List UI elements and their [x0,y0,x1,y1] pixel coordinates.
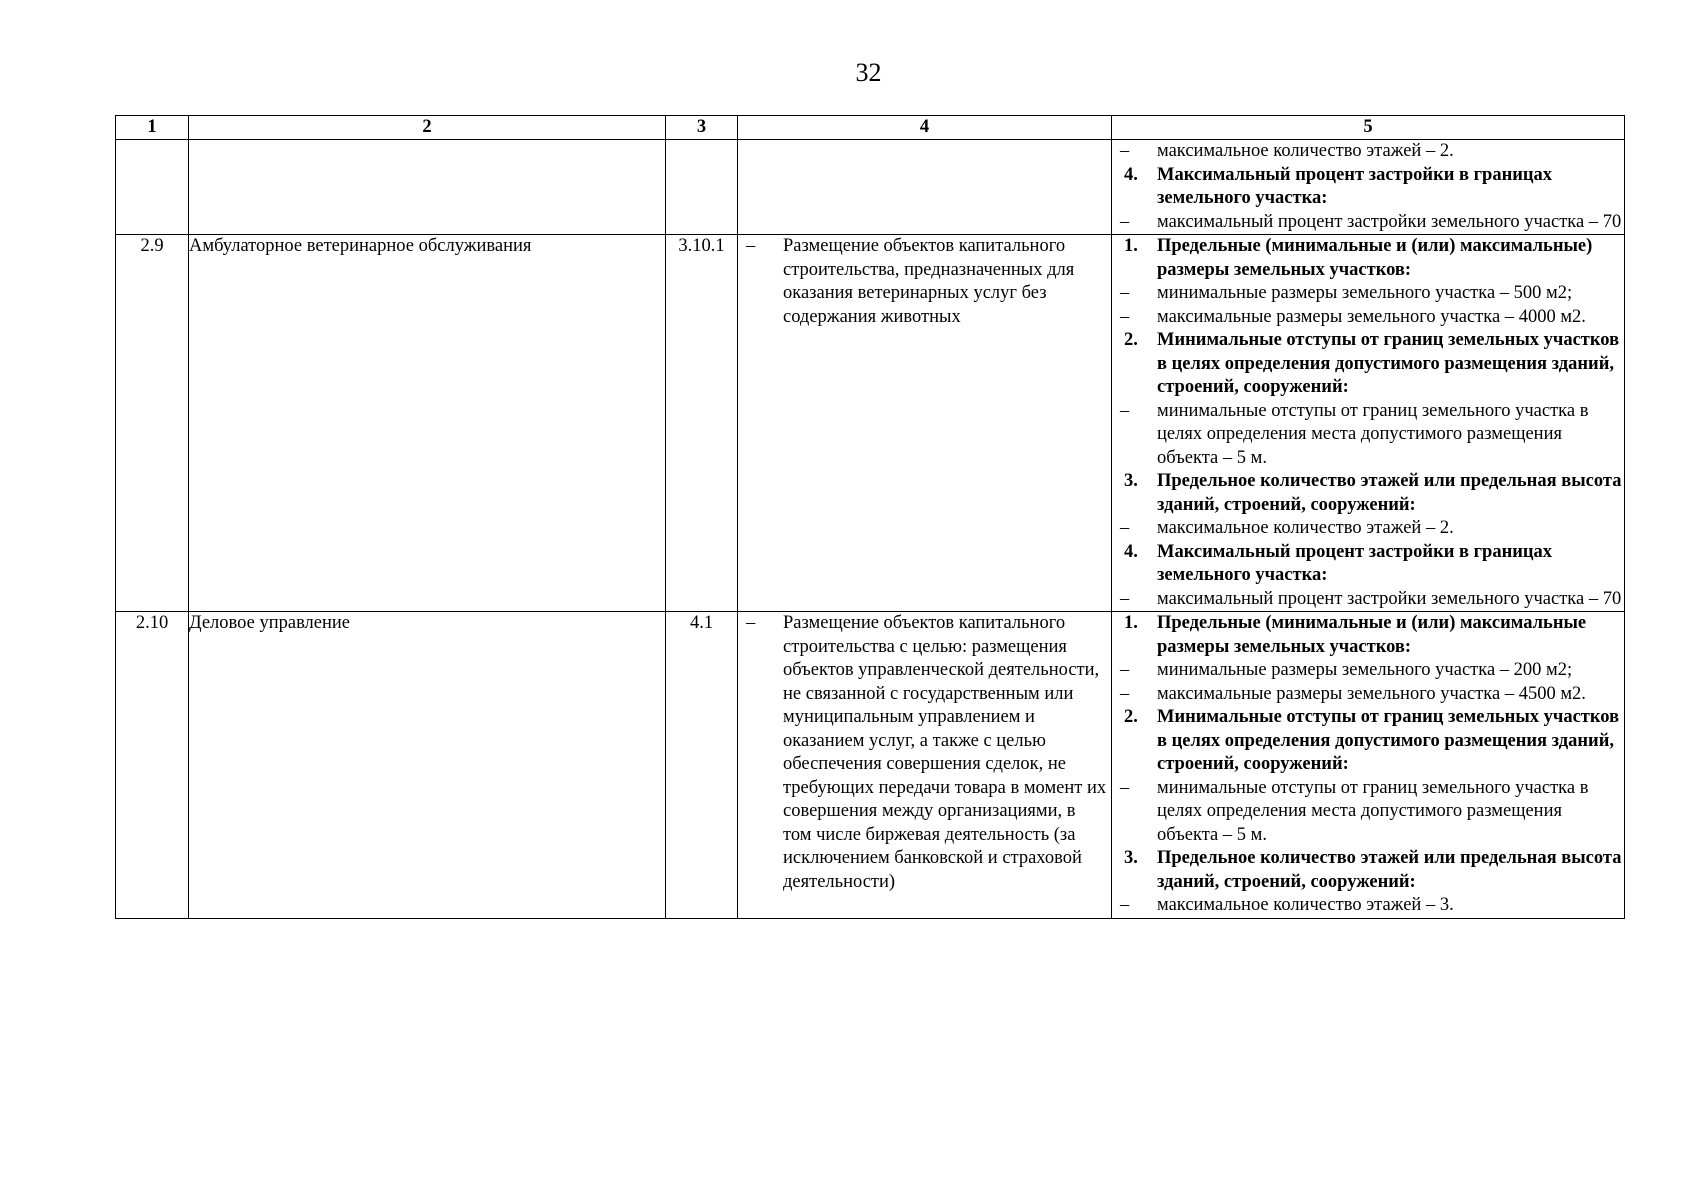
parameter-heading [1112,706,1624,777]
parameter-heading [1112,541,1624,588]
number-marker: 4. [1124,541,1138,562]
parameter-text: максимальные размеры земельного участка – 4000 м2. [1157,306,1586,327]
parameter-text: Минимальные отступы от границ земельных участков в целях определения допустимого размещения зданий, строений, сооружений: [1157,330,1620,397]
parameter-item [1112,683,1624,707]
description-item [738,612,1111,894]
parameter-text: минимальные размеры земельного участка – 500 м2; [1157,283,1573,303]
number-marker: 1. [1124,236,1138,256]
parameter-text: Предельное количество этажей или предельная высота зданий, строений, сооружений: [1157,471,1622,515]
parameter-text: максимальное количество этажей – 2. [1157,518,1454,538]
use-type-name-cell: Деловое управление [189,612,666,919]
dash-marker: – [1120,895,1130,915]
parameter-text: Максимальный процент застройки в границах земельного участка: [1157,164,1553,208]
parameter-item [1112,400,1624,471]
description-item [738,235,1111,329]
parameter-item [1112,306,1624,330]
dash-marker: – [1120,306,1130,327]
use-type-name-cell: Амбулаторное ветеринарное обслуживания [189,235,666,612]
number-marker: 2. [1124,330,1138,350]
parameter-text: Предельное количество этажей или предельная высота зданий, строений, сооружений: [1157,848,1622,892]
parameter-item [1112,588,1624,612]
number-marker: 2. [1124,707,1138,727]
dash-marker: – [746,613,756,633]
parameter-text: максимальное количество этажей – 2. [1157,141,1454,161]
header-col-2: 2 [189,116,666,140]
use-description-cell [738,235,1112,612]
header-col-4: 4 [738,116,1112,140]
parameter-heading [1112,470,1624,517]
parameters-cell [1112,140,1625,235]
page-number: 32 [855,58,882,87]
dash-marker: – [1120,660,1130,680]
dash-marker: – [746,236,756,256]
parameter-text: минимальные отступы от границ земельного участка в целях определения места допустимого размещения объекта – 5 м. [1157,777,1589,845]
parameter-text: максимальный процент застройки земельного участка – 70 [1157,211,1622,232]
row-number-cell: 2.9 [116,235,189,612]
header-col-3: 3 [666,116,738,140]
parameter-heading [1112,612,1624,659]
use-type-name-cell [189,140,666,235]
use-description-cell [738,612,1112,919]
regulations-table [115,115,1625,919]
parameter-text: максимальное количество этажей – 3. [1157,895,1454,915]
dash-marker: – [1120,777,1130,798]
parameter-text: Предельные (минимальные и (или) максимальные размеры земельных участков: [1157,613,1587,657]
parameter-item [1112,777,1624,848]
number-marker: 3. [1124,848,1138,868]
dash-marker: – [1120,400,1130,421]
parameter-text: Предельные (минимальные и (или) максимальные) размеры земельных участков: [1157,236,1593,280]
parameter-heading [1112,329,1624,400]
description-text: Размещение объектов капитального строительства с целью: размещения объектов управленческой деятельности, не связанной с государственным или муниципальным управлением и оказанием услуг, а также с целью обеспечения совершения сделок, не требующих передачи товара в момент их совершения между организациями, в том числе биржевая деятельность (за исключением банковской и страховой деятельности) [783,613,1107,892]
parameter-item [1112,140,1624,164]
parameter-item [1112,517,1624,541]
description-text: Размещение объектов капитального строительства, предназначенных для оказания ветеринарных услуг без содержания животных [783,236,1075,327]
parameter-text: максимальный процент застройки земельного участка – 70 [1157,588,1622,609]
table-row [116,612,1625,919]
table-row [116,140,1625,235]
dash-marker: – [1120,141,1130,161]
parameters-cell [1112,235,1625,612]
parameter-item [1112,894,1624,918]
dash-marker: – [1120,588,1130,609]
parameter-heading [1112,235,1624,282]
parameter-item [1112,282,1624,306]
parameter-text: максимальные размеры земельного участка – 4500 м2. [1157,683,1586,704]
row-number-cell: 2.10 [116,612,189,919]
table-header-row [116,116,1625,140]
row-number-cell [116,140,189,235]
number-marker: 1. [1124,613,1138,633]
parameter-item [1112,211,1624,235]
dash-marker: – [1120,283,1130,303]
classifier-code-cell: 4.1 [666,612,738,919]
number-marker: 4. [1124,164,1138,185]
parameter-heading [1112,164,1624,211]
header-col-1: 1 [116,116,189,140]
number-marker: 3. [1124,471,1138,491]
parameter-text: минимальные отступы от границ земельного участка в целях определения места допустимого размещения объекта – 5 м. [1157,400,1589,468]
dash-marker: – [1120,683,1130,704]
use-description-cell [738,140,1112,235]
parameter-text: Максимальный процент застройки в границах земельного участка: [1157,541,1553,585]
parameter-text: минимальные размеры земельного участка – 200 м2; [1157,660,1573,680]
table-row [116,235,1625,612]
parameter-text: Минимальные отступы от границ земельных участков в целях определения допустимого размещения зданий, строений, сооружений: [1157,707,1620,774]
dash-marker: – [1120,518,1130,538]
parameter-heading [1112,847,1624,894]
header-col-5: 5 [1112,116,1625,140]
parameter-item [1112,659,1624,683]
dash-marker: – [1120,211,1130,232]
classifier-code-cell: 3.10.1 [666,235,738,612]
parameters-cell [1112,612,1625,919]
classifier-code-cell [666,140,738,235]
